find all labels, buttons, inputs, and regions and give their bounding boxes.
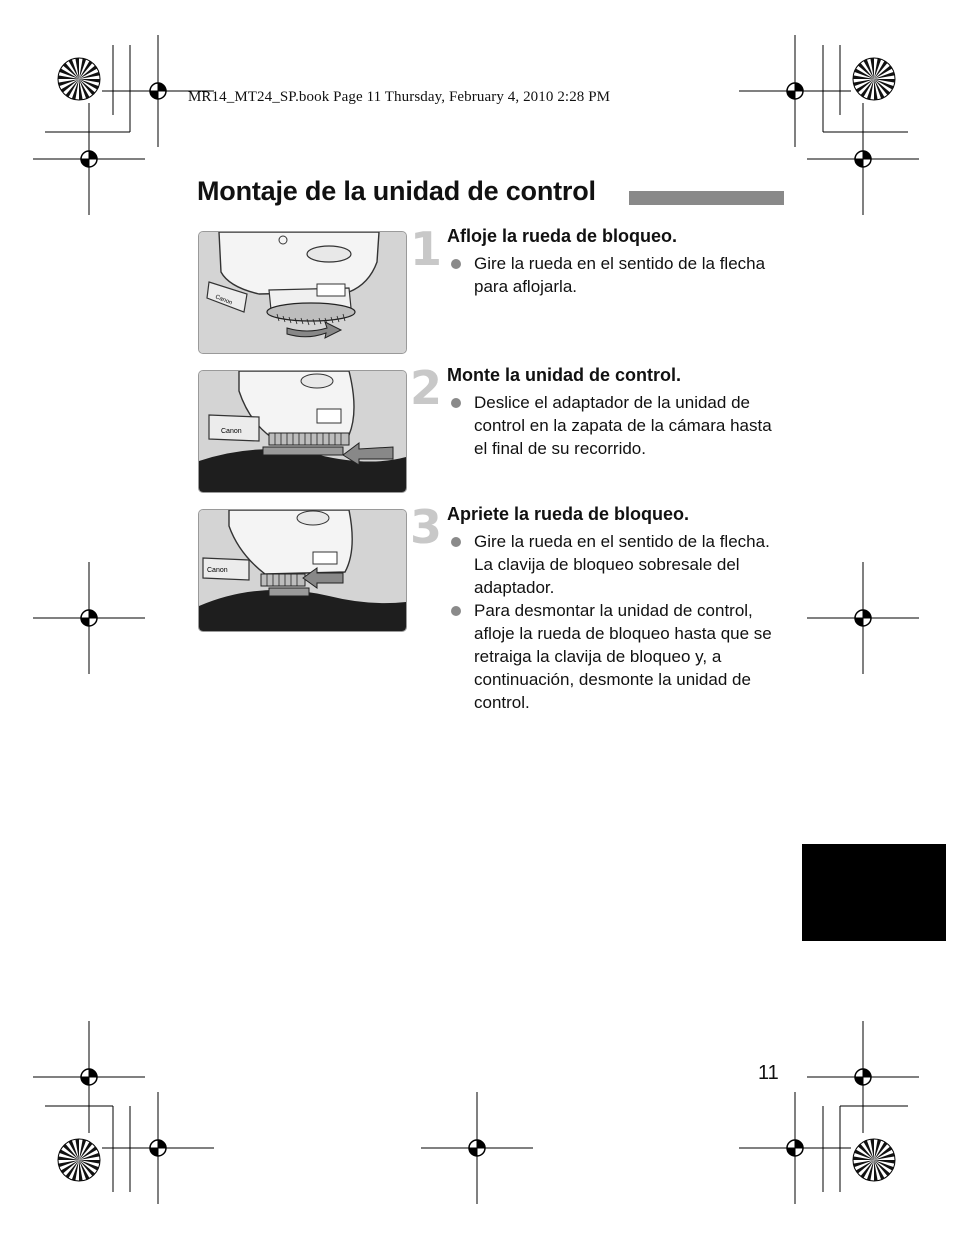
bullet-dot-icon — [451, 398, 461, 408]
registration-quadrant — [81, 1077, 89, 1085]
step-1-bullet-1-text: Gire la rueda en el sentido de la flecha para aflojarla. — [474, 254, 766, 296]
registration-quadrant — [863, 610, 871, 618]
registration-quadrant — [855, 1077, 863, 1085]
step-1-bullet-1 — [447, 252, 787, 298]
step-3-bullet-2 — [447, 599, 787, 714]
step-2-bullet-1-text: Deslice el adaptador de la unidad de control en la zapata de la cámara hasta el final de su recorrido. — [474, 393, 772, 458]
step-2-illustration — [198, 370, 407, 493]
registration-quadrant — [855, 159, 863, 167]
bullet-dot-icon — [451, 606, 461, 616]
registration-quadrant — [158, 1140, 166, 1148]
step-2-bullets — [447, 391, 787, 460]
step-1-illustration — [198, 231, 407, 354]
bullet-dot-icon — [451, 259, 461, 269]
step-3-brand-text: Canon — [207, 567, 228, 574]
step-2-title: Monte la unidad de control. — [447, 365, 681, 385]
registration-quadrant — [158, 83, 166, 91]
registration-quadrant — [150, 91, 158, 99]
bullet-dot-icon — [451, 537, 461, 547]
step-1-number: 1 — [410, 222, 443, 276]
title-decoration-bar — [629, 191, 784, 205]
section-index-tab — [802, 844, 946, 941]
step-2-bullet-1 — [447, 391, 787, 460]
step-3-bullets — [447, 530, 787, 714]
registration-quadrant — [89, 1069, 97, 1077]
step-3-number: 3 — [410, 500, 443, 554]
page-title: Montaje de la unidad de control — [197, 176, 596, 206]
registration-quadrant — [787, 91, 795, 99]
step-2-number: 2 — [410, 361, 443, 415]
step-3-illustration — [198, 509, 407, 632]
registration-quadrant — [863, 1069, 871, 1077]
registration-quadrant — [81, 159, 89, 167]
step-2-brand-text: Canon — [221, 428, 242, 435]
step-3-bullet-1-text: Gire la rueda en el sentido de la flecha. La clavija de bloqueo sobresale del adaptador. — [474, 532, 770, 597]
registration-quadrant — [469, 1148, 477, 1156]
step-3-bullet-2-text: Para desmontar la unidad de control, afloje la rueda de bloqueo hasta que se retraiga la clavija de bloqueo y, a continuación, desmonte la unidad de control. — [474, 601, 772, 712]
page-number: 11 — [758, 1062, 779, 1084]
registration-quadrant — [863, 151, 871, 159]
step-1-bullets — [447, 252, 787, 298]
registration-quadrant — [89, 151, 97, 159]
registration-quadrant — [150, 1148, 158, 1156]
step-1-brand-text: Canon — [214, 294, 233, 307]
step-3-bullet-1 — [447, 530, 787, 599]
registration-quadrant — [855, 618, 863, 626]
step-3-title: Apriete la rueda de bloqueo. — [447, 504, 690, 524]
registration-quadrant — [81, 618, 89, 626]
registration-quadrant — [477, 1140, 485, 1148]
registration-quadrant — [795, 83, 803, 91]
registration-quadrant — [787, 1148, 795, 1156]
registration-quadrant — [89, 610, 97, 618]
print-header-line: MR14_MT24_SP.book Page 11 Thursday, February 4, 2010 2:28 PM — [188, 89, 611, 105]
step-1-title: Afloje la rueda de bloqueo. — [447, 226, 678, 246]
registration-quadrant — [795, 1140, 803, 1148]
